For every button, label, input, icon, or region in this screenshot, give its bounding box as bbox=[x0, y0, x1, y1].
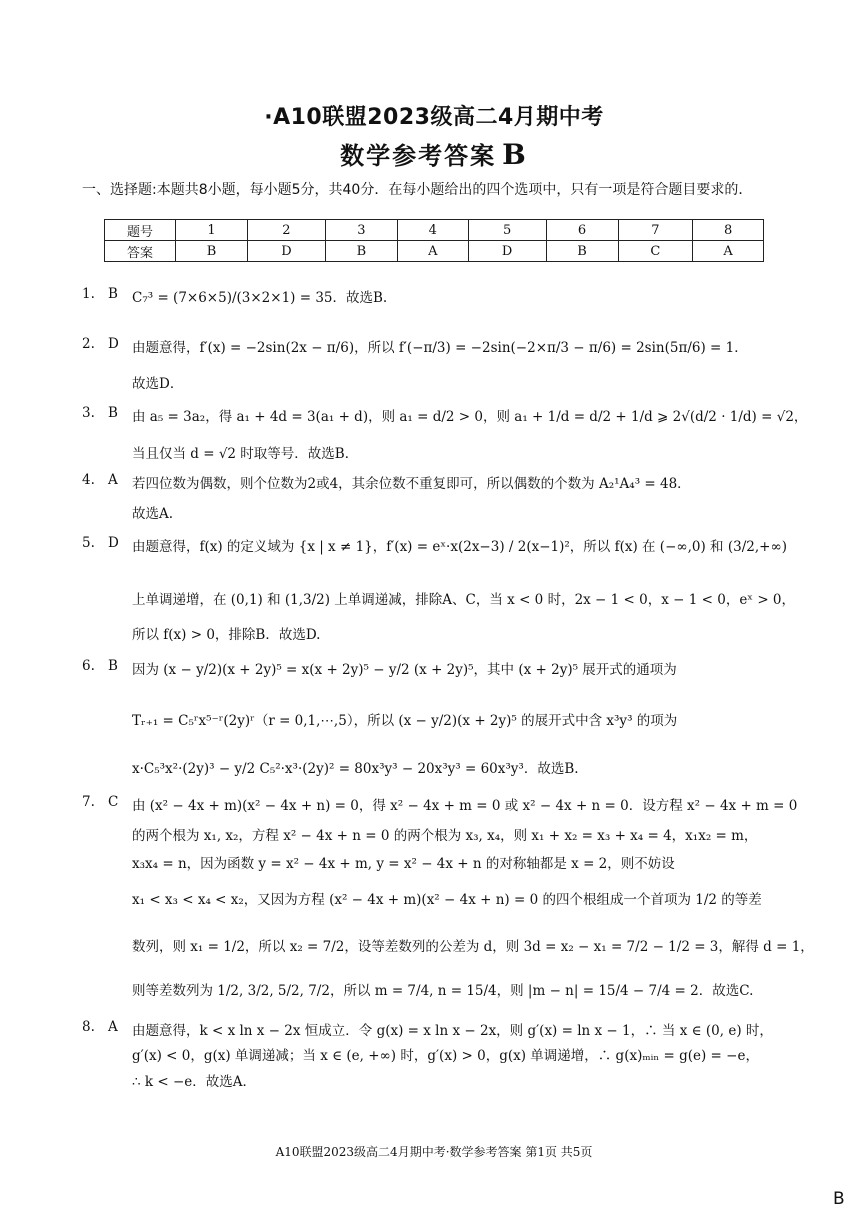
corner-version-mark: B bbox=[833, 1189, 845, 1209]
solution-answer: C bbox=[108, 794, 119, 810]
exam-title: ·A10联盟2023级高二4月期中考 bbox=[264, 105, 604, 130]
table-header-number: 题号 bbox=[105, 220, 176, 241]
section-intro: 一、选择题:本题共8小题，每小题5分，共40分．在每小题给出的四个选项中，只有一项是符合题目要求的． bbox=[82, 182, 753, 198]
table-row bbox=[105, 241, 764, 262]
page-footer: A10联盟2023级高二4月期中考·数学参考答案 第1页 共5页 bbox=[275, 1145, 593, 1159]
document-title bbox=[0, 136, 868, 171]
solution-line: 由题意得，f(x) 的定义域为 {x | x ≠ 1}，f′(x) = eˣ·x(2x−3) / 2(x−1)²，所以 f(x) 在 (−∞,0) 和 (3/2,+∞) bbox=[132, 539, 787, 555]
table-cell: B bbox=[325, 241, 397, 262]
solution-line: 的两个根为 x₁, x₂，方程 x² − 4x + n = 0 的两个根为 x₃, x₄，则 x₁ + x₂ = x₃ + x₄ = 4，x₁x₂ = m， bbox=[132, 828, 758, 844]
table-cell: D bbox=[247, 241, 325, 262]
solution-line: 由 (x² − 4x + m)(x² − 4x + n) = 0，得 x² − 4x + m = 0 或 x² − 4x + n = 0．设方程 x² − 4x + m = 0 bbox=[132, 798, 798, 814]
answer-key-table bbox=[104, 219, 764, 262]
solution-line: 故选A. bbox=[132, 506, 174, 522]
solution-4 bbox=[82, 472, 792, 522]
table-cell: 7 bbox=[618, 220, 693, 241]
table-cell: B bbox=[176, 241, 248, 262]
solution-line: x₁ < x₃ < x₄ < x₂，又因为方程 (x² − 4x + m)(x² − 4x + n) = 0 的四个根组成一个首项为 1/2 的等差 bbox=[132, 892, 762, 908]
solution-line: x·C₅³x²·(2y)³ − y/2 C₅²·x³·(2y)² = 80x³y³ − 20x³y³ = 60x³y³．故选B. bbox=[132, 761, 579, 777]
solution-answer: B bbox=[108, 405, 118, 421]
solution-number: 7. bbox=[82, 794, 95, 810]
solution-number: 1. bbox=[82, 286, 95, 302]
solution-8 bbox=[82, 1019, 792, 1089]
table-cell: 6 bbox=[546, 220, 618, 241]
solution-6 bbox=[82, 658, 792, 778]
solution-7 bbox=[82, 794, 814, 1004]
solution-answer: D bbox=[108, 336, 119, 352]
solution-number: 2. bbox=[82, 336, 95, 352]
solution-line: 上单调递增，在 (0,1) 和 (1,3/2) 上单调递减，排除A、C，当 x < 0 时，2x − 1 < 0，x − 1 < 0，eˣ > 0， bbox=[132, 592, 796, 608]
solution-line: g′(x) < 0，g(x) 单调递减；当 x ∈ (e, +∞) 时，g′(x) > 0，g(x) 单调递增，∴ g(x)ₘᵢₙ = g(e) = −e， bbox=[132, 1048, 759, 1064]
solution-2 bbox=[82, 336, 792, 396]
solution-answer: B bbox=[108, 286, 118, 302]
table-cell: C bbox=[618, 241, 693, 262]
solution-line: ∴ k < −e．故选A． bbox=[132, 1074, 257, 1090]
solution-number: 8. bbox=[82, 1019, 95, 1035]
table-cell: A bbox=[693, 241, 764, 262]
table-header-answer: 答案 bbox=[105, 241, 176, 262]
solution-line: C₇³ = (7×6×5)/(3×2×1) = 35．故选B. bbox=[132, 290, 388, 306]
solution-3 bbox=[82, 405, 808, 465]
table-row bbox=[105, 220, 764, 241]
document-title-text: 数学参考答案 bbox=[340, 142, 497, 170]
table-cell: 5 bbox=[468, 220, 546, 241]
solution-line: x₃x₄ = n，因为函数 y = x² − 4x + m, y = x² − 4x + n 的对称轴都是 x = 2，则不妨设 bbox=[132, 856, 675, 872]
solution-number: 4. bbox=[82, 472, 95, 488]
table-cell: 4 bbox=[397, 220, 468, 241]
solution-line: 所以 f(x) > 0，排除B．故选D. bbox=[132, 627, 321, 643]
solution-line: Tᵣ₊₁ = C₅ʳx⁵⁻ʳ(2y)ʳ（r = 0,1,⋯,5），所以 (x − y/2)(x + 2y)⁵ 的展开式中含 x³y³ 的项为 bbox=[132, 713, 678, 729]
solution-answer: D bbox=[108, 535, 119, 551]
solution-line: 若四位数为偶数，则个位数为2或4，其余位数不重复即可，所以偶数的个数为 A₂¹A₄³ = 48． bbox=[132, 476, 691, 492]
solution-answer: A bbox=[108, 472, 118, 488]
solution-line: 故选D． bbox=[132, 376, 184, 392]
table-cell: 3 bbox=[325, 220, 397, 241]
solution-1 bbox=[82, 286, 792, 310]
solution-5 bbox=[82, 535, 796, 645]
table-cell: A bbox=[397, 241, 468, 262]
solution-line: 则等差数列为 1/2, 3/2, 5/2, 7/2，所以 m = 7/4, n = 15/4，则 |m − n| = 15/4 − 7/4 = 2．故选C. bbox=[132, 983, 754, 999]
solution-answer: A bbox=[108, 1019, 118, 1035]
solution-number: 5. bbox=[82, 535, 95, 551]
table-cell: B bbox=[546, 241, 618, 262]
table-cell: D bbox=[468, 241, 546, 262]
table-cell: 2 bbox=[247, 220, 325, 241]
solution-line: 当且仅当 d = √2 时取等号．故选B． bbox=[132, 446, 359, 462]
solution-number: 6. bbox=[82, 658, 95, 674]
solution-line: 数列，则 x₁ = 1/2，所以 x₂ = 7/2，设等差数列的公差为 d，则 3d = x₂ − x₁ = 7/2 − 1/2 = 3，解得 d = 1， bbox=[132, 939, 814, 955]
solution-line: 由题意得，k < x ln x − 2x 恒成立．令 g(x) = x ln x − 2x，则 g′(x) = ln x − 1，∴ 当 x ∈ (0, e) 时， bbox=[132, 1023, 773, 1039]
solution-number: 3. bbox=[82, 405, 95, 421]
version-mark: B bbox=[502, 138, 528, 171]
solution-answer: B bbox=[108, 658, 118, 674]
table-cell: 1 bbox=[176, 220, 248, 241]
solution-line: 由 a₅ = 3a₂，得 a₁ + 4d = 3(a₁ + d)，则 a₁ = d/2 > 0，则 a₁ + 1/d = d/2 + 1/d ⩾ 2√(d/2 · 1/d) = √2， bbox=[132, 409, 808, 425]
table-cell: 8 bbox=[693, 220, 764, 241]
solution-line: 因为 (x − y/2)(x + 2y)⁵ = x(x + 2y)⁵ − y/2 (x + 2y)⁵，其中 (x + 2y)⁵ 展开式的通项为 bbox=[132, 662, 677, 678]
solution-line: 由题意得，f′(x) = −2sin(2x − π/6)，所以 f′(−π/3) = −2sin(−2×π/3 − π/6) = 2sin(5π/6) = 1． bbox=[132, 340, 748, 356]
